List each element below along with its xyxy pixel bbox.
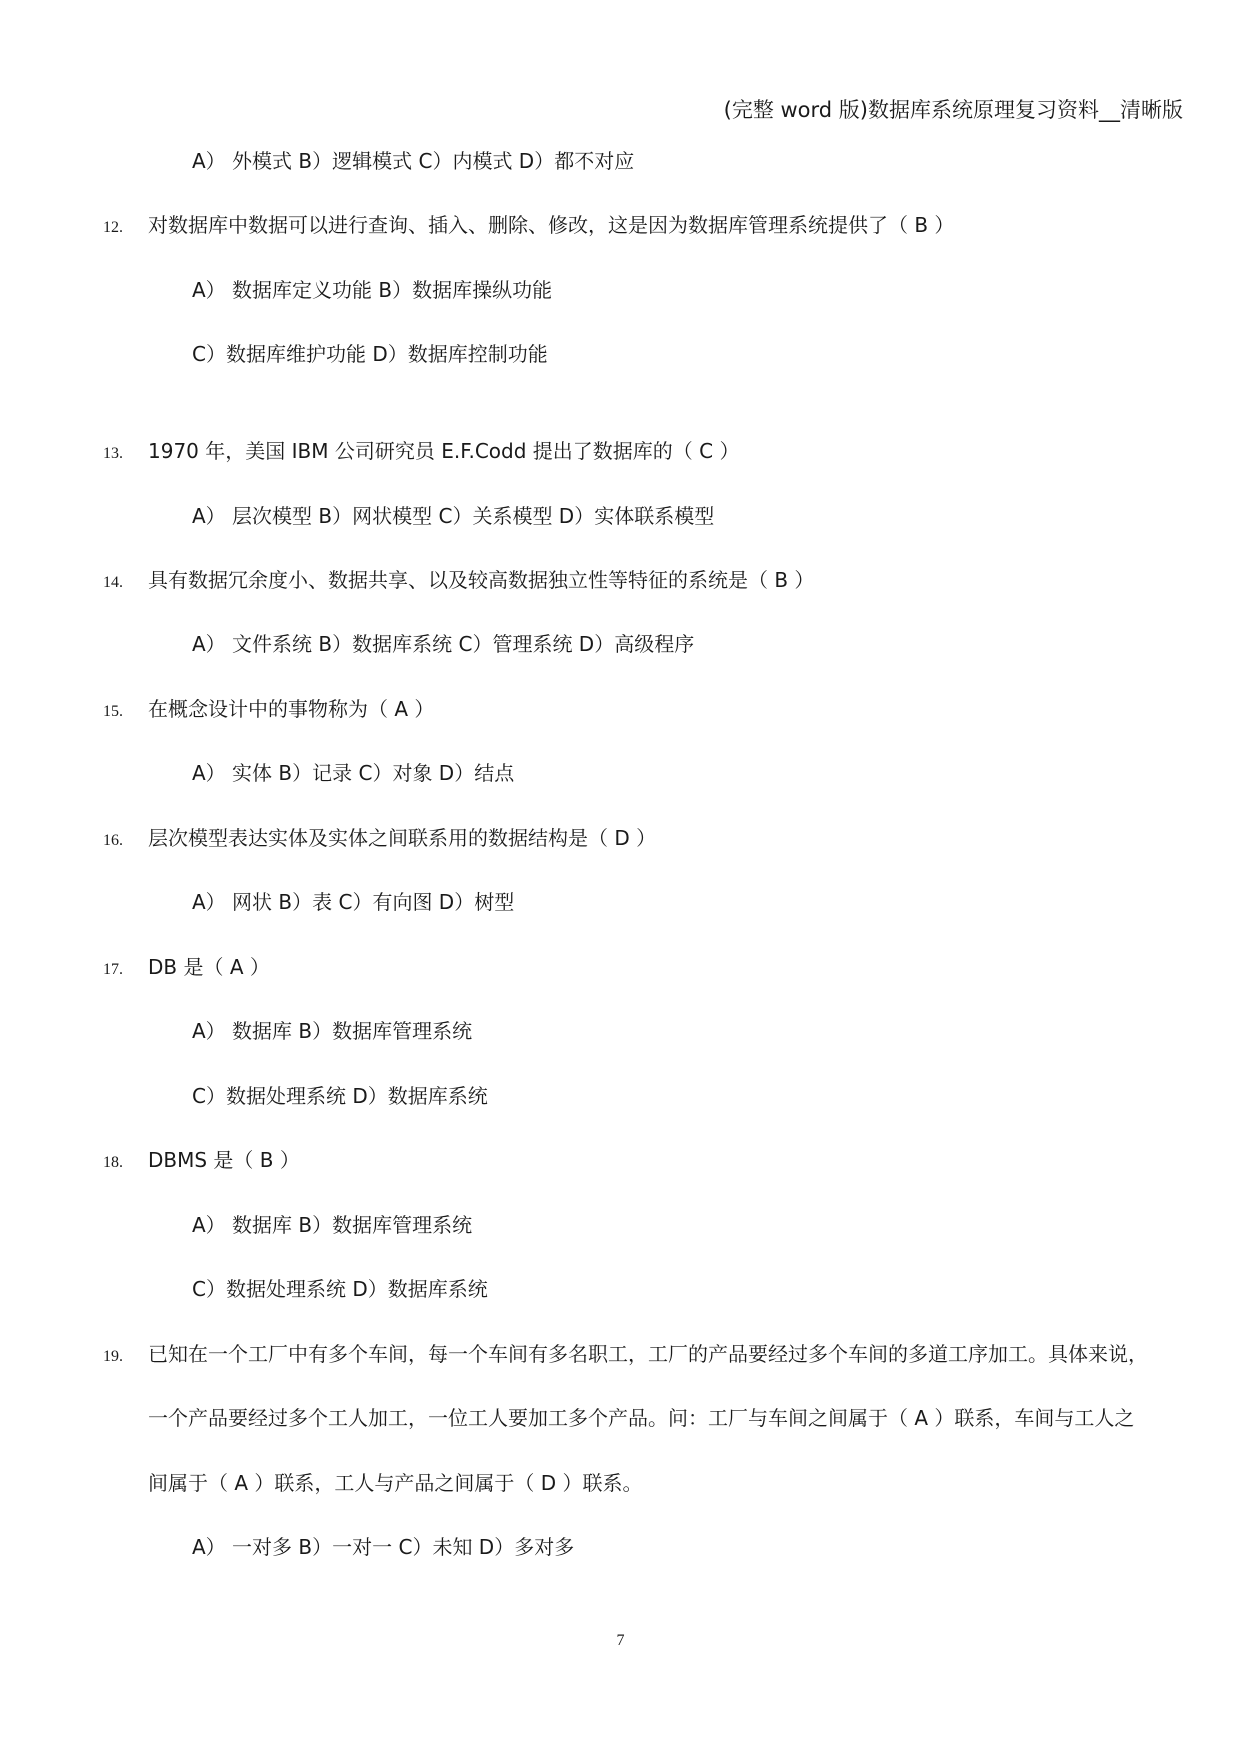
question-17-options-line-1: A） 数据库 B）数据库管理系统	[192, 1019, 473, 1043]
question-text: DB 是（ A ）	[148, 955, 270, 979]
question-number: 13.	[103, 445, 123, 462]
question-12-options-line-1: A） 数据库定义功能 B）数据库操纵功能	[192, 278, 553, 302]
question-text: DBMS 是（ B ）	[148, 1148, 300, 1172]
question-15-options: A） 实体 B）记录 C）对象 D）结点	[192, 761, 515, 785]
question-18-options-line-1: A） 数据库 B）数据库管理系统	[192, 1213, 473, 1237]
question-number: 19.	[103, 1348, 123, 1365]
document-header-title: (完整 word 版)数据库系统原理复习资料__清晰版	[723, 98, 1183, 122]
question-number: 14.	[103, 574, 123, 591]
question-text: 已知在一个工厂中有多个车间，每一个车间有多名职工，工厂的产品要经过多个车间的多道工序加工。具体来说，	[148, 1342, 1148, 1366]
question-15	[103, 695, 434, 726]
question-text: 对数据库中数据可以进行查询、插入、删除、修改，这是因为数据库管理系统提供了（ B ）	[148, 213, 955, 237]
question-12-options-line-2: C）数据库维护功能 D）数据库控制功能	[192, 342, 548, 366]
question-number: 18.	[103, 1154, 123, 1171]
question-text: 在概念设计中的事物称为（ A ）	[148, 697, 435, 721]
question-11-options: A） 外模式 B）逻辑模式 C）内模式 D）都不对应	[192, 149, 635, 173]
question-17-options-line-2: C）数据处理系统 D）数据库系统	[192, 1084, 488, 1108]
page-number: 7	[616, 1632, 625, 1649]
question-text: 具有数据冗余度小、数据共享、以及较高数据独立性等特征的系统是（ B ）	[148, 568, 815, 592]
question-number: 16.	[103, 832, 123, 849]
question-12	[103, 211, 954, 242]
question-19-continuation-1: 一个产品要经过多个工人加工，一位工人要加工多个产品。问：工厂与车间之间属于（ A ）联系，车间与工人之	[148, 1406, 1135, 1430]
question-13-options: A） 层次模型 B）网状模型 C）关系模型 D）实体联系模型	[192, 504, 715, 528]
question-13	[103, 437, 739, 468]
question-18	[103, 1146, 300, 1177]
question-17	[103, 953, 270, 984]
question-19-options: A） 一对多 B）一对一 C）未知 D）多对多	[192, 1535, 575, 1559]
question-16-options: A） 网状 B）表 C）有向图 D）树型	[192, 890, 515, 914]
question-19	[103, 1340, 1148, 1371]
question-16	[103, 824, 656, 855]
question-number: 12.	[103, 219, 123, 236]
question-18-options-line-2: C）数据处理系统 D）数据库系统	[192, 1277, 488, 1301]
question-text: 层次模型表达实体及实体之间联系用的数据结构是（ D ）	[148, 826, 657, 850]
question-14	[103, 566, 814, 597]
question-text: 1970 年，美国 IBM 公司研究员 E.F.Codd 提出了数据库的（ C ）	[148, 439, 740, 463]
question-14-options: A） 文件系统 B）数据库系统 C）管理系统 D）高级程序	[192, 632, 695, 656]
question-number: 17.	[103, 961, 123, 978]
question-19-continuation-2: 间属于（ A ）联系，工人与产品之间属于（ D ）联系。	[148, 1471, 643, 1495]
question-number: 15.	[103, 703, 123, 720]
